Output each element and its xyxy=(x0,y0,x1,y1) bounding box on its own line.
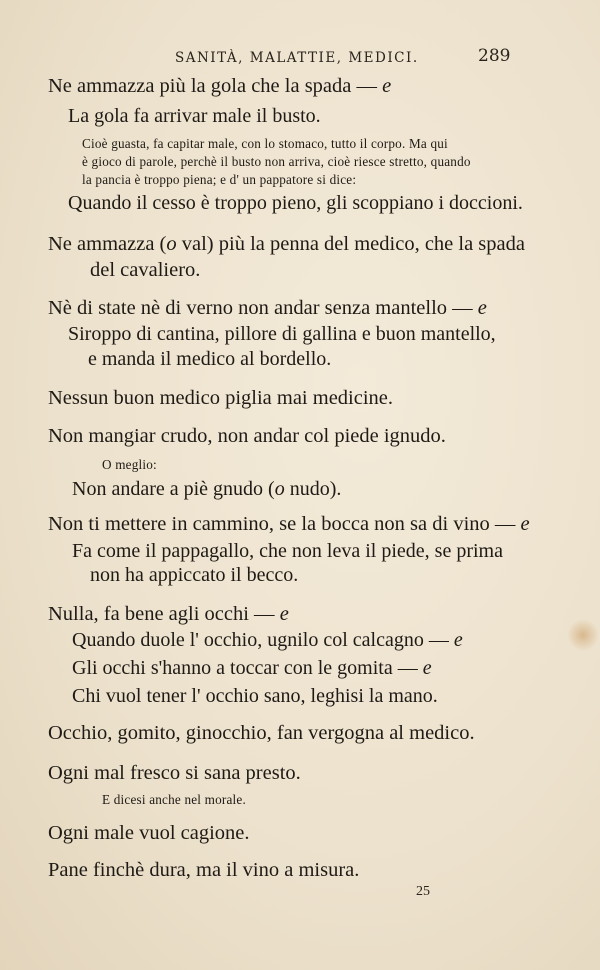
proverb-line: La gola fa arrivar male il busto. xyxy=(68,105,321,127)
note-line: la pancia è troppo piena; e d' un pappatore si dice: xyxy=(82,172,357,187)
proverb-line: Ogni mal fresco si sana presto. xyxy=(48,762,301,784)
proverb-line: Chi vuol tener l' occhio sano, leghisi la mano. xyxy=(72,685,438,707)
proverb-line: Ne ammazza (o val) più la penna del medico, che la spada xyxy=(48,233,525,255)
note-line: è gioco di parole, perchè il busto non arriva, cioè riesce stretto, quando xyxy=(82,154,471,169)
note-line: O meglio: xyxy=(102,457,157,472)
proverb-line: e manda il medico al bordello. xyxy=(88,348,332,370)
note-line: E dicesi anche nel morale. xyxy=(102,792,246,807)
proverb-line: Fa come il pappagallo, che non leva il piede, se prima xyxy=(72,540,503,562)
proverb-line: Siroppo di cantina, pillore di gallina e buon mantello, xyxy=(68,323,496,345)
signature-mark: 25 xyxy=(416,884,430,899)
page-number: 289 xyxy=(478,46,511,66)
foxing-stain xyxy=(568,618,598,652)
proverb-line: Non andare a piè gnudo (o nudo). xyxy=(72,478,342,500)
proverb-line: Nè di state nè di verno non andar senza mantello — e xyxy=(48,297,487,319)
page-header xyxy=(0,44,600,68)
proverb-line: Ogni male vuol cagione. xyxy=(48,822,250,844)
note-line: Cioè guasta, fa capitar male, con lo stomaco, tutto il corpo. Ma qui xyxy=(82,136,448,151)
proverb-line: Non ti mettere in cammino, se la bocca non sa di vino — e xyxy=(48,513,530,535)
proverb-line: Quando duole l' occhio, ugnilo col calcagno — e xyxy=(72,629,463,651)
proverb-line: Nulla, fa bene agli occhi — e xyxy=(48,603,289,625)
proverb-line: Non mangiar crudo, non andar col piede ignudo. xyxy=(48,425,446,447)
proverb-line: Gli occhi s'hanno a toccar con le gomita — e xyxy=(72,657,432,679)
proverb-line: Pane finchè dura, ma il vino a misura. xyxy=(48,859,360,881)
proverb-line: Ne ammazza più la gola che la spada — e xyxy=(48,75,392,97)
proverb-line: del cavaliero. xyxy=(90,259,201,281)
proverb-line: non ha appiccato il becco. xyxy=(90,564,299,586)
proverb-line: Nessun buon medico piglia mai medicine. xyxy=(48,387,394,409)
running-head: SANITÀ, MALATTIE, MEDICI. xyxy=(175,50,419,66)
proverb-line: Quando il cesso è troppo pieno, gli scoppiano i doccioni. xyxy=(68,192,523,214)
proverb-line: Occhio, gomito, ginocchio, fan vergogna al medico. xyxy=(48,722,475,744)
